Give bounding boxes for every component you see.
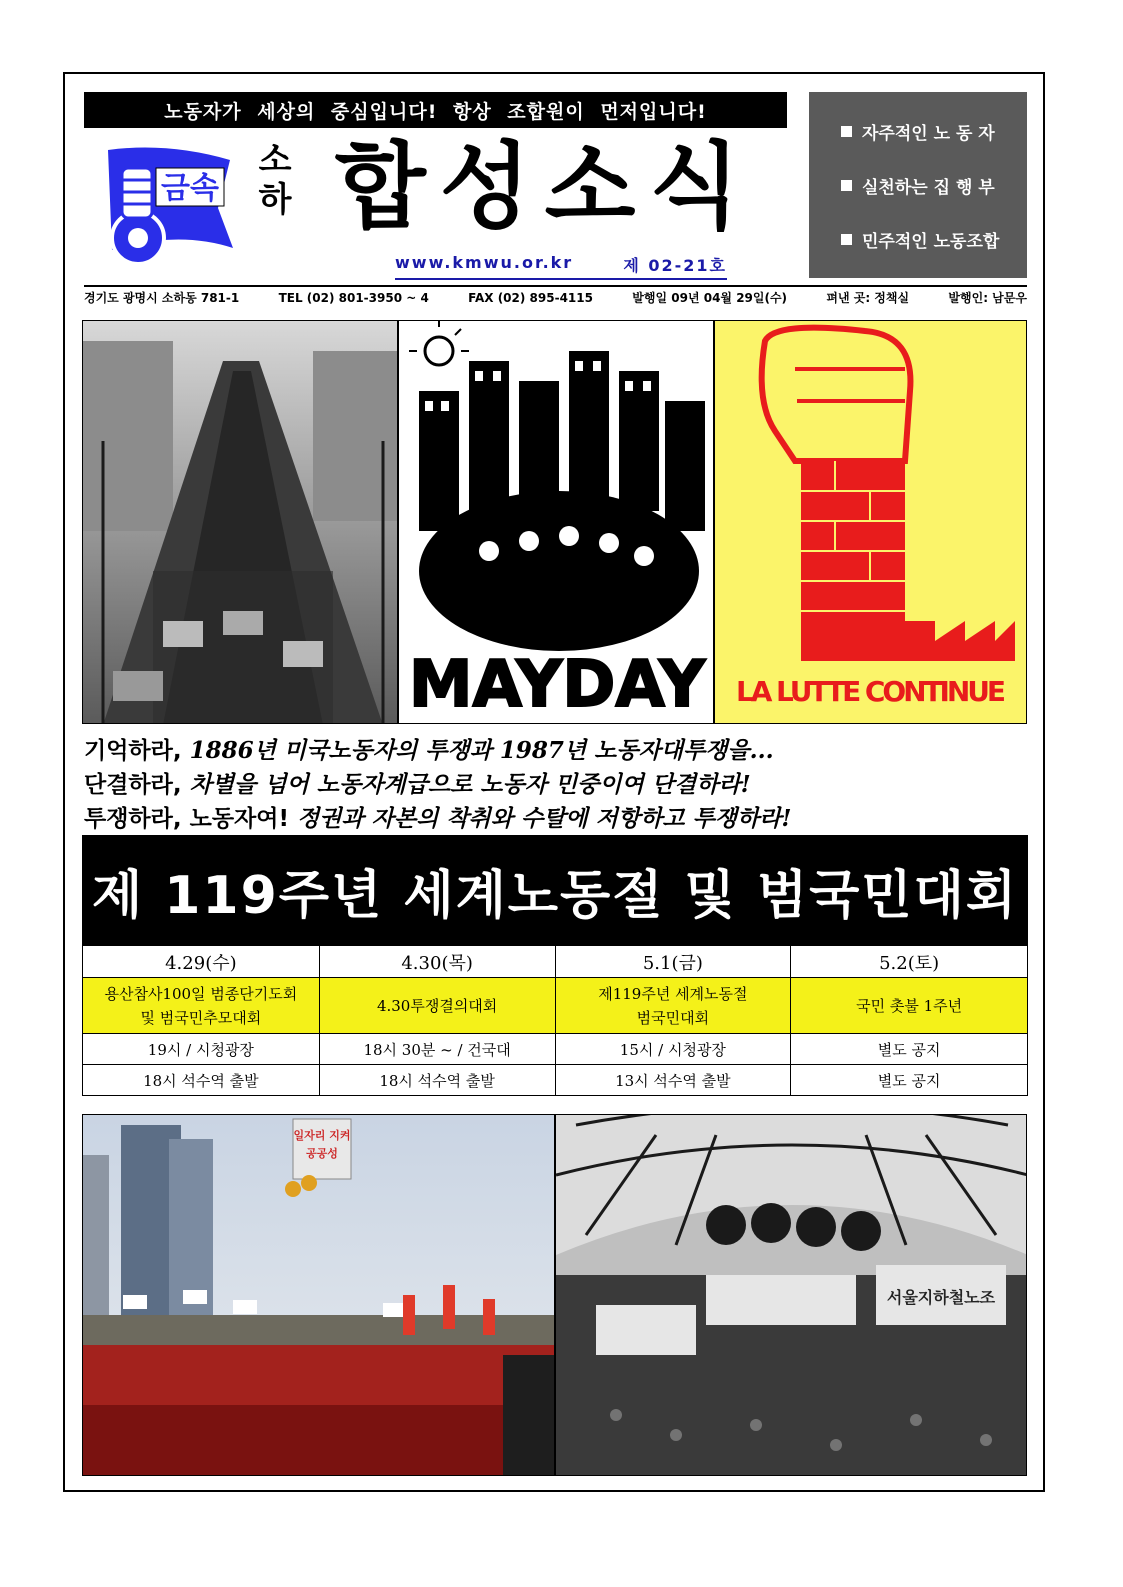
schedule-date: 5.1(금) bbox=[555, 946, 791, 978]
motto-item: 실천하는 집 행 부 bbox=[841, 173, 1027, 198]
issue-date: 발행일 09년 04월 29일(수) bbox=[632, 291, 788, 305]
mottos-box bbox=[809, 92, 1027, 278]
brand-small-top: 소 bbox=[258, 140, 292, 180]
schedule-event: 국민 촛불 1주년 bbox=[791, 978, 1028, 1034]
schedule-events-row bbox=[83, 978, 1028, 1034]
slogan-line: 단결하라, 차별을 넘어 노동자계급으로 노동자 민중이여 단결하라! bbox=[84, 771, 751, 798]
issue-line bbox=[395, 253, 727, 280]
schedule-event: 4.30투쟁결의대회 bbox=[319, 978, 555, 1034]
schedule-date: 4.29(수) bbox=[83, 946, 320, 978]
schedule-event: 제119주년 세계노동절 범국민대회 bbox=[555, 978, 791, 1034]
banner-text: 서울지하철노조 bbox=[886, 1288, 996, 1307]
publisher: 발행인: 남문우 bbox=[948, 291, 1027, 305]
logo-text: 금속 bbox=[161, 171, 219, 206]
lutte-text: LA LUTTE CONTINUE bbox=[736, 675, 1006, 708]
balloon-text-2: 공공성 bbox=[306, 1147, 338, 1160]
tel: TEL (02) 801-3950 ~ 4 bbox=[278, 290, 429, 305]
schedule-departure: 별도 공지 bbox=[791, 1065, 1028, 1096]
schedule-date: 5.2(토) bbox=[791, 946, 1028, 978]
bullet-square-icon bbox=[841, 126, 852, 137]
photo-historical-rally bbox=[555, 1114, 1027, 1476]
slogan-line: 투쟁하라, 노동자여! 정권과 자본의 착취와 수탈에 저항하고 투쟁하라! bbox=[84, 805, 792, 832]
brand-small-bottom: 하 bbox=[258, 180, 292, 220]
header-slogan: 노동자가 세상의 중심입니다! 항상 조합원이 먼저입니다! bbox=[84, 92, 787, 128]
schedule-departure: 13시 석수역 출발 bbox=[555, 1065, 791, 1096]
balloon-text-1: 일자리 지켜 bbox=[293, 1129, 351, 1142]
editor: 펴낸 곳: 정책실 bbox=[826, 291, 910, 305]
photo-street-march bbox=[82, 320, 398, 724]
fax: FAX (02) 895-4115 bbox=[468, 290, 593, 305]
slogans-block bbox=[84, 734, 1027, 836]
poster-mayday bbox=[398, 320, 714, 724]
motto-item: 자주적인 노 동 자 bbox=[841, 119, 1027, 144]
website-link[interactable]: www.kmwu.or.kr bbox=[395, 253, 574, 272]
schedule-time: 15시 / 시청광장 bbox=[555, 1034, 791, 1065]
issue-number: 제 02-21호 bbox=[623, 256, 727, 275]
schedule-table bbox=[82, 945, 1028, 1096]
schedule-times-row bbox=[83, 1034, 1028, 1065]
schedule-time: 별도 공지 bbox=[791, 1034, 1028, 1065]
mayday-text: MAYDAY bbox=[408, 648, 706, 722]
photo-rally-crowd bbox=[82, 1114, 555, 1476]
schedule-time: 18시 30분 ~ / 건국대 bbox=[319, 1034, 555, 1065]
bullet-square-icon bbox=[841, 180, 852, 191]
slogan-line: 기억하라, 1886년 미국노동자의 투쟁과 1987년 노동자대투쟁을... bbox=[84, 737, 774, 764]
schedule-event: 용산참사100일 범종단기도회 및 범국민추모대회 bbox=[83, 978, 320, 1034]
motto-item: 민주적인 노동조합 bbox=[841, 227, 1027, 252]
poster-la-lutte-continue bbox=[714, 320, 1027, 724]
brand-small bbox=[255, 140, 295, 220]
schedule-dates-row bbox=[83, 946, 1028, 978]
schedule-departure: 18시 석수역 출발 bbox=[83, 1065, 320, 1096]
info-line bbox=[84, 285, 1027, 305]
address: 경기도 광명시 소하동 781-1 bbox=[84, 291, 240, 305]
schedule-departure-row bbox=[83, 1065, 1028, 1096]
bullet-square-icon bbox=[841, 234, 852, 245]
schedule-time: 19시 / 시청광장 bbox=[83, 1034, 320, 1065]
union-flag-logo bbox=[98, 138, 240, 270]
event-banner: 제 119주년 세계노동절 및 범국민대회 bbox=[82, 835, 1028, 945]
schedule-date: 4.30(목) bbox=[319, 946, 555, 978]
masthead-title: 합성소식 bbox=[335, 133, 755, 242]
schedule-departure: 18시 석수역 출발 bbox=[319, 1065, 555, 1096]
